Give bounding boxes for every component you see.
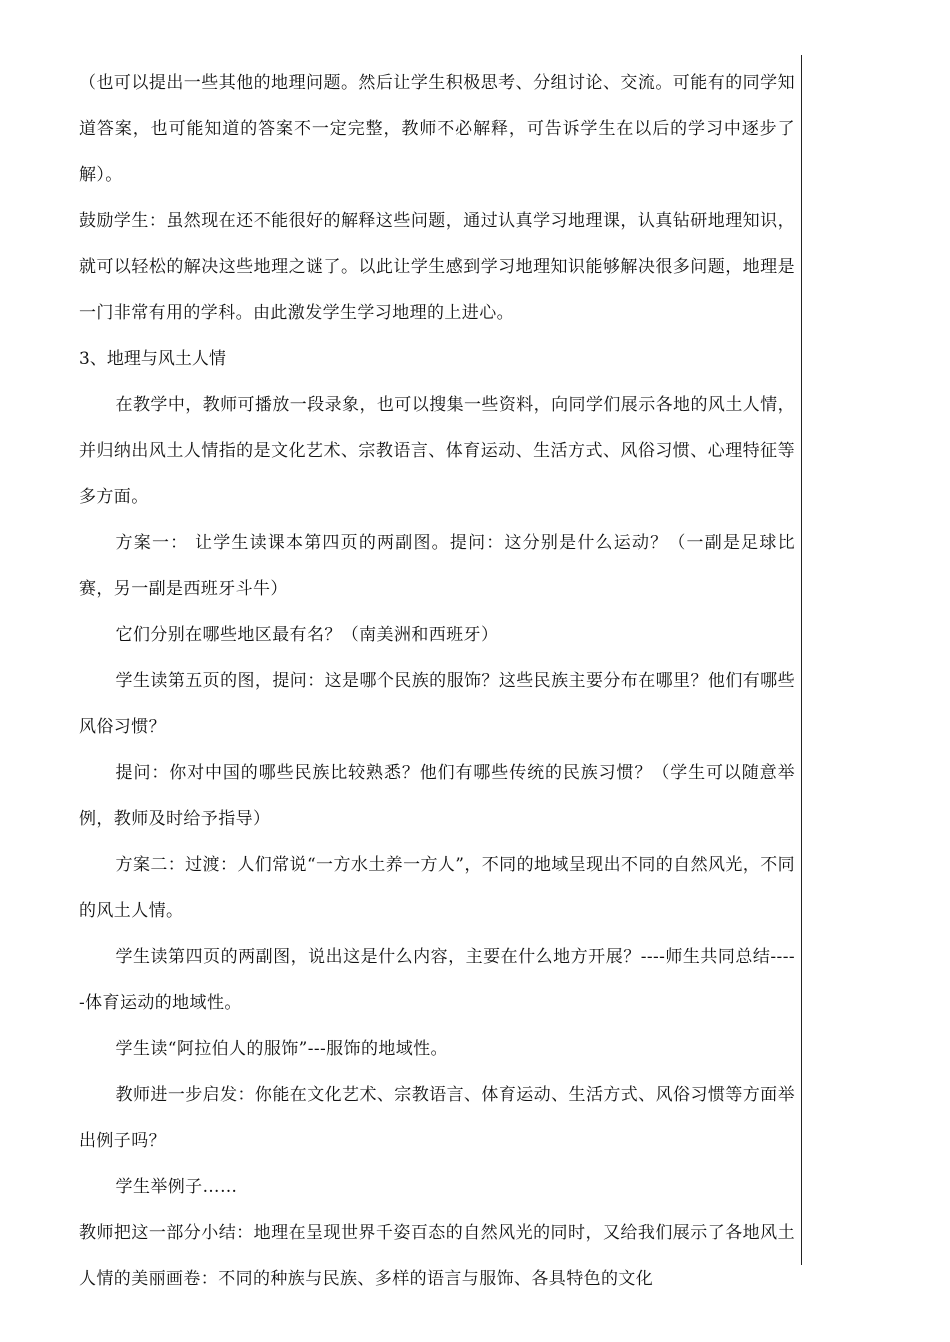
paragraph-arab-clothing: 学生读“阿拉伯人的服饰”---服饰的地域性。 bbox=[115, 1039, 448, 1059]
paragraph-sports-regional: 学生读第四页的两副图，说出这是什么内容，主要在什么地方开展？----师生共同总结-----体育运动的地域性。 bbox=[79, 947, 795, 1013]
paragraph-chinese-ethnic: 提问：你对中国的哪些民族比较熟悉？他们有哪些传统的民族习惯？（学生可以随意举例，教师及时给予指导） bbox=[79, 763, 795, 829]
paragraph-students-examples: 学生举例子…… bbox=[115, 1177, 238, 1197]
paragraph-plan-one: 方案一： 让学生读课本第四页的两副图。提问：这分别是什么运动？（一副是足球比赛，另一副是西班牙斗牛） bbox=[79, 533, 795, 599]
paragraph-famous-regions: 它们分别在哪些地区最有名？（南美洲和西班牙） bbox=[115, 625, 499, 645]
section-heading-customs: 3、地理与风土人情 bbox=[79, 349, 226, 369]
paragraph-teacher-inspire: 教师进一步启发：你能在文化艺术、宗教语言、体育运动、生活方式、风俗习惯等方面举出例子吗？ bbox=[79, 1085, 795, 1151]
paragraph-page-five: 学生读第五页的图，提问：这是哪个民族的服饰？这些民族主要分布在哪里？他们有哪些风俗习惯？ bbox=[79, 671, 795, 737]
table-border-line bbox=[801, 55, 802, 1265]
paragraph-encourage-students: 鼓励学生：虽然现在还不能很好的解释这些问题，通过认真学习地理课，认真钻研地理知识，就可以轻松的解决这些地理之谜了。以此让学生感到学习地理知识能够解决很多问题，地理是一门非常有用的学科。由此激发学生学习地理的上进心。 bbox=[79, 211, 795, 323]
paragraph-plan-two: 方案二：过渡：人们常说“一方水土养一方人”，不同的地域呈现出不同的自然风光，不同的风土人情。 bbox=[79, 855, 795, 921]
paragraph-teaching-customs: 在教学中，教师可播放一段录象，也可以搜集一些资料，向同学们展示各地的风土人情，并归纳出风土人情指的是文化艺术、宗教语言、体育运动、生活方式、风俗习惯、心理特征等多方面。 bbox=[79, 395, 795, 507]
document-body bbox=[79, 60, 795, 1302]
paragraph-teacher-summary: 教师把这一部分小结：地理在呈现世界千姿百态的自然风光的同时，又给我们展示了各地风土人情的美丽画卷：不同的种族与民族、多样的语言与服饰、各具特色的文化 bbox=[79, 1223, 795, 1289]
paragraph-geography-questions: （也可以提出一些其他的地理问题。然后让学生积极思考、分组讨论、交流。可能有的同学知道答案，也可能知道的答案不一定完整，教师不必解释，可告诉学生在以后的学习中逐步了解）。 bbox=[79, 73, 795, 185]
